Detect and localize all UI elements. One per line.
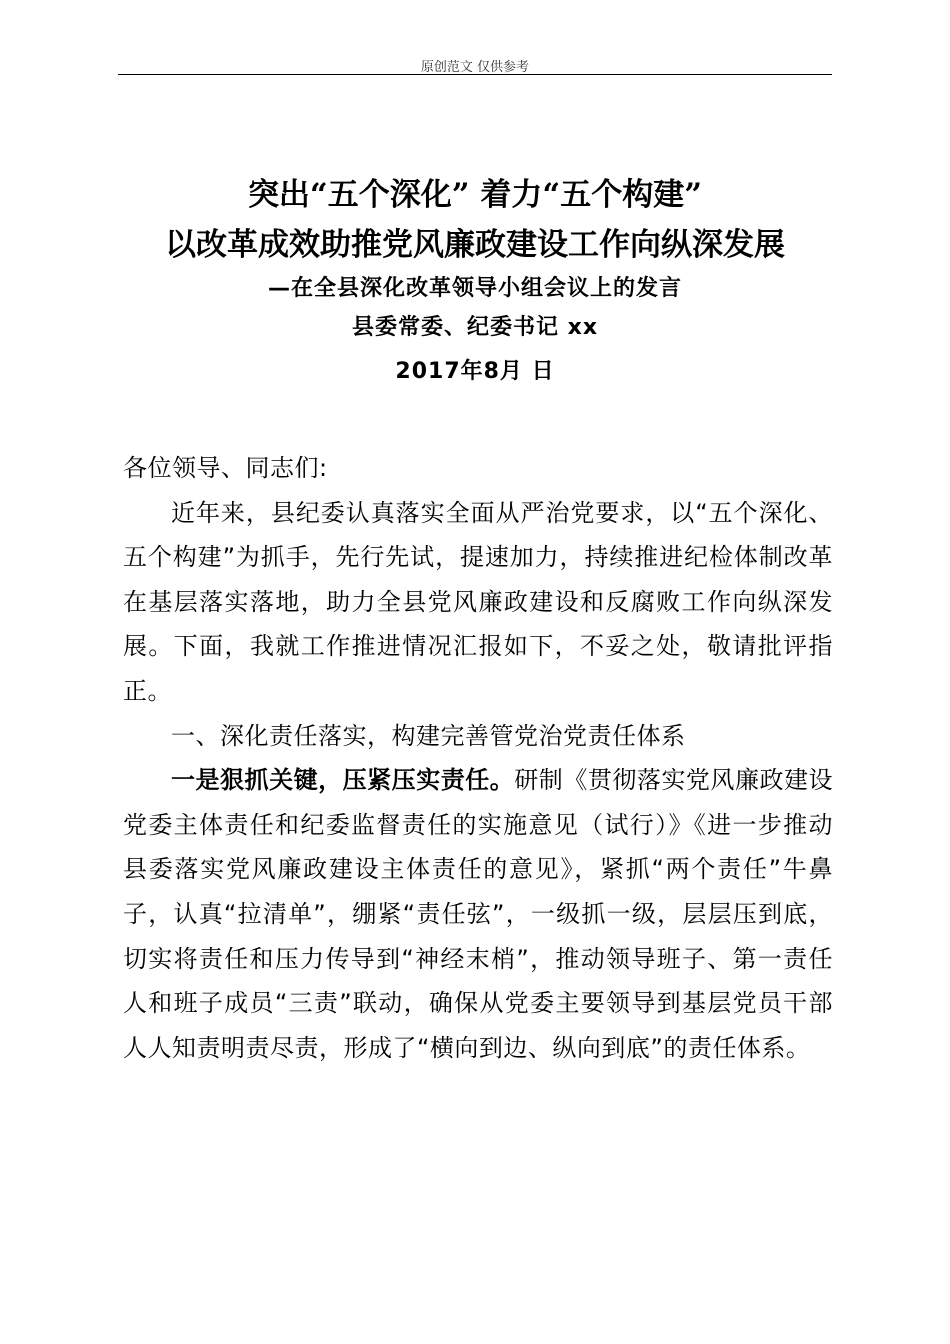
page-header-text: 原创范文 仅供参考 [420,60,530,75]
document-subtitle: —在全县深化改革领导小组会议上的发言 [267,276,682,301]
salutation: 各位领导、同志们: [123,454,328,482]
title-block [0,170,950,394]
section-1-heading: 一、深化责任落实，构建完善管党治党责任体系 [171,721,686,750]
section-1-paragraph [123,758,833,1070]
section-1-lead: 一是狠抓关键，压紧压实责任。 [171,766,515,795]
document-title-line-2: 以改革成效助推党风廉政建设工作向纵深发展 [165,227,785,263]
document-body [123,446,833,1070]
document-author: 县委常委、纪委书记 xx [351,315,599,340]
intro-paragraph: 近年来，县纪委认真落实全面从严治党要求，以“五个深化、五个构建”为抓手，先行先试，提速加力，持续推进纪检体制改革在基层落实落地，助力全县党风廉政建设和反腐败工作向纵深发展。下面，我就工作推进情况汇报如下，不妥之处，敬请批评指正。 [123,498,833,705]
section-1-text: 研制《贯彻落实党风廉政建设党委主体责任和纪委监督责任的实施意见（试行）》《进一步推动县委落实党风廉政建设主体责任的意见》，紧抓“两个责任”牛鼻子，认真“拉清单”，绷紧“责任弦”，一级抓一级，层层压到底，切实将责任和压力传导到“神经末梢”，推动领导班子、第一责任人和班子成员“三责”联动，确保从党委主要领导到基层党员干部人人知责明责尽责，形成了“横向到边、纵向到底”的责任体系。 [123,766,834,1062]
header-divider [118,74,832,75]
document-title-line-1: 突出“五个深化” 着力“五个构建” [247,177,703,213]
document-date: 2017年8月 日 [395,359,555,384]
